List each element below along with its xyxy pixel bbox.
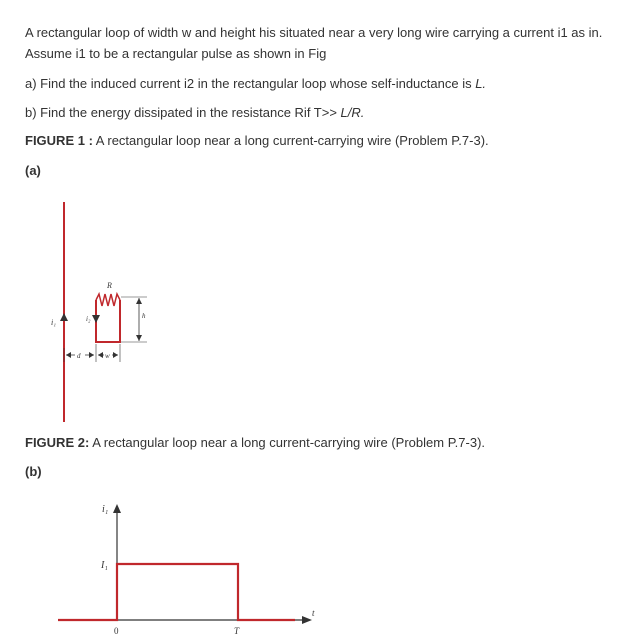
i2-arrow-icon — [92, 315, 100, 323]
figure1-caption: FIGURE 1 : A rectangular loop near a long current-carrying wire (Problem P.7-3). — [25, 133, 489, 148]
resistor — [96, 294, 120, 306]
rectangular-loop — [96, 300, 120, 342]
origin-label: 0 — [114, 626, 119, 636]
x-axis-arrow-icon — [302, 616, 312, 624]
figure2-sublabel: (b) — [25, 464, 42, 479]
problem-part-b: b) Find the energy dissipated in the resistance Rif T>> L/R. — [25, 105, 365, 120]
figure1-sublabel: (a) — [25, 163, 41, 178]
figure2-diagram — [40, 496, 340, 638]
y-axis-label: i₁ — [102, 504, 109, 515]
i1-label: i₁ — [51, 318, 57, 327]
pulse-signal — [58, 564, 295, 620]
figure2-caption: FIGURE 2: A rectangular loop near a long current-carrying wire (Problem P.7-3). — [25, 435, 486, 450]
i1-arrow-icon — [60, 313, 68, 321]
height-label: h — [142, 312, 146, 320]
w-label: w — [105, 352, 110, 360]
i2-label: i₂ — [86, 315, 91, 323]
x-axis-label: t — [312, 608, 315, 618]
figure1-diagram — [25, 190, 185, 425]
pulse-level-label: I₁ — [101, 560, 108, 571]
problem-part-a: a) Find the induced current i2 in the rectangular loop whose self-inductance is L. — [25, 76, 487, 91]
d-label: d — [77, 352, 81, 360]
resistor-label: R — [107, 281, 112, 290]
problem-intro: A rectangular loop of width w and height his situated near a very long wire carrying a current i1 as in. Assume i1 to be a rectangular pulse as shown in Fig — [25, 25, 603, 61]
y-axis-arrow-icon — [113, 504, 121, 513]
T-label: T — [234, 626, 240, 636]
